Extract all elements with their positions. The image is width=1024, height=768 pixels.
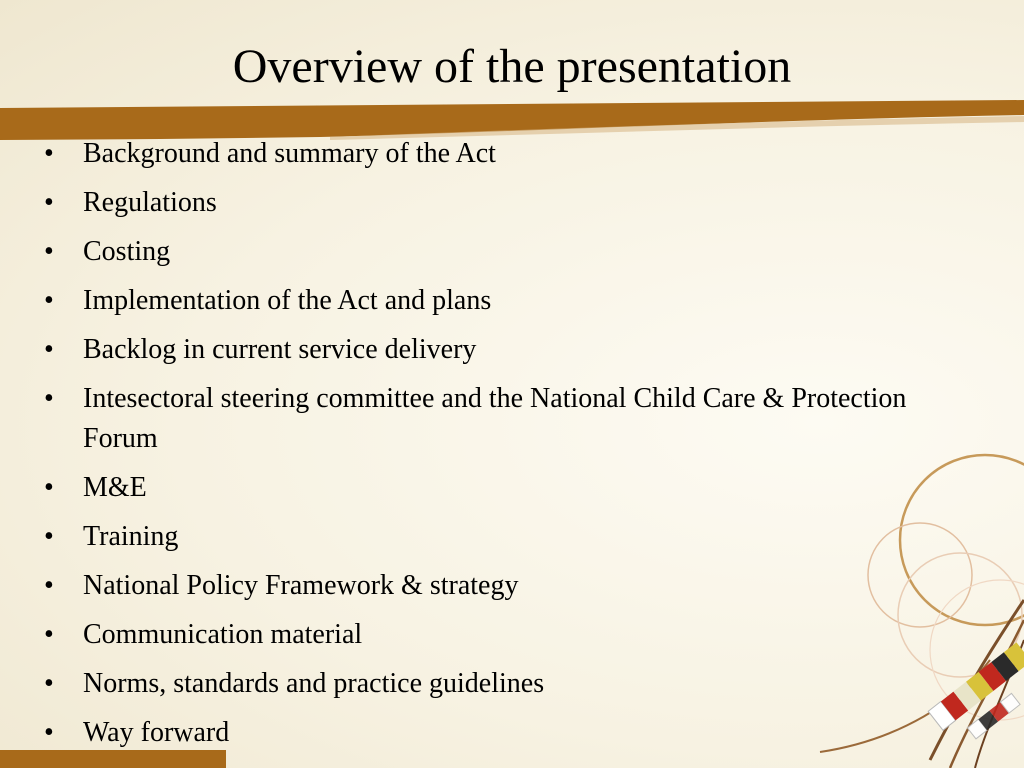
bullet-item: • M&E — [40, 468, 960, 508]
bullet-item: • Backlog in current service delivery — [40, 330, 960, 370]
bullet-item: • Communication material — [40, 615, 960, 655]
bullet-item: • Costing — [40, 232, 960, 272]
bullet-item: • Regulations — [40, 183, 960, 223]
bullet-item: • Training — [40, 517, 960, 557]
beaded-ring-decoration — [800, 430, 1024, 768]
bullet-item: • Way forward — [40, 713, 960, 753]
bullet-item: • Implementation of the Act and plans — [40, 281, 960, 321]
bullet-item: • Background and summary of the Act — [40, 134, 960, 174]
bullet-item: • Norms, standards and practice guidelines — [40, 664, 960, 704]
slide-title: Overview of the presentation — [232, 40, 792, 93]
bullet-item: • National Policy Framework & strategy — [40, 566, 960, 606]
bottom-decorative-bar — [0, 750, 226, 768]
bullet-item: • Intesectoral steering committee and the National Child Care & Protection Forum — [40, 379, 960, 459]
